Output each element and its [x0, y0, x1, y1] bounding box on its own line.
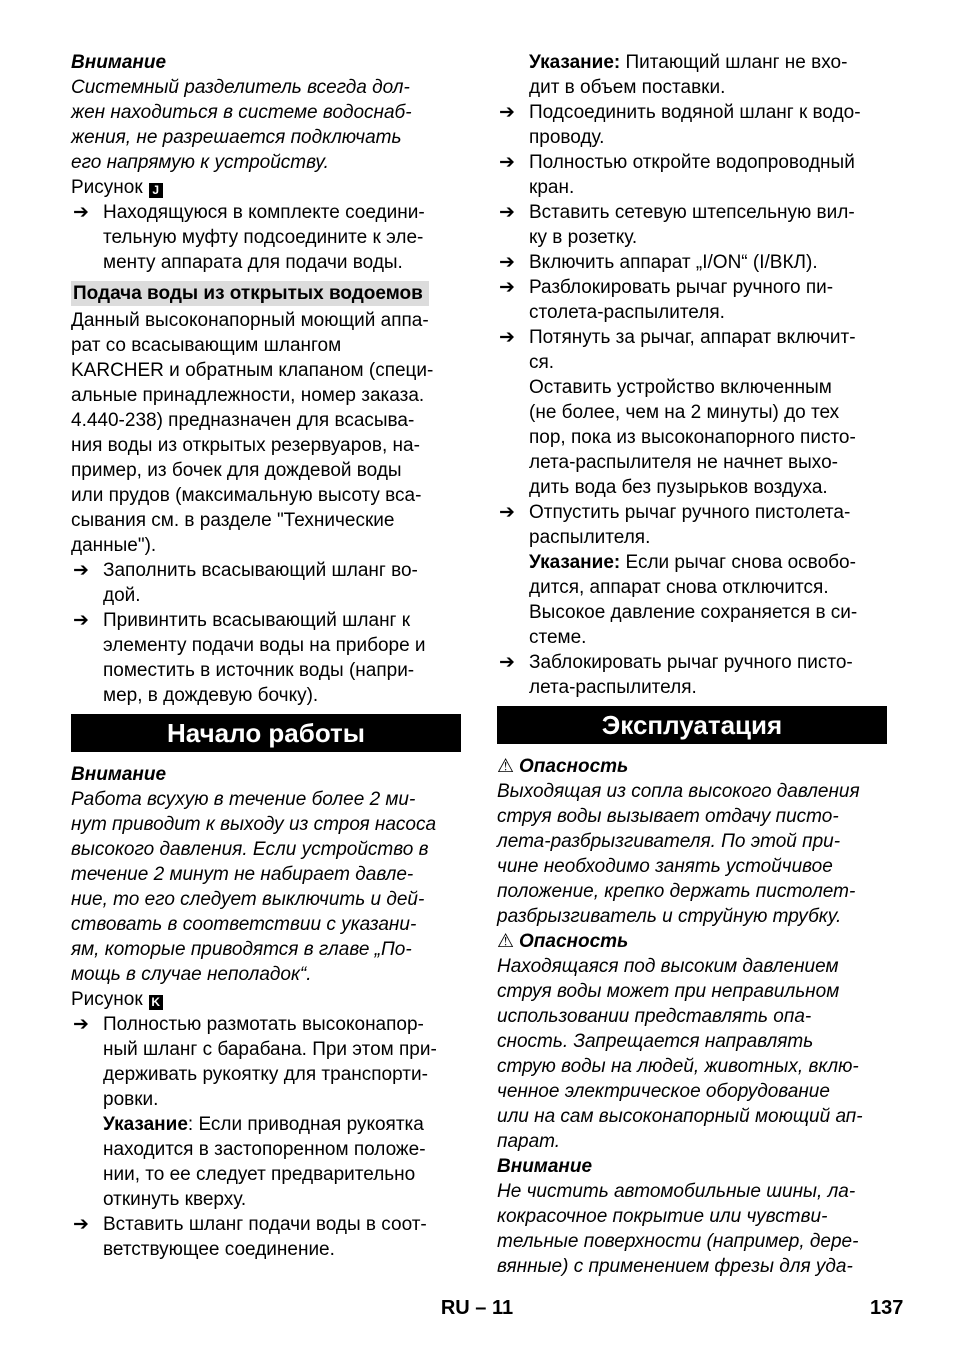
text-line: элементу подачи воды на приборе и [103, 635, 426, 656]
text-line: чине необходимо занять устойчивое [497, 856, 833, 877]
text-line: кран. [529, 177, 575, 198]
text-line: Потянуть за рычаг, аппарат включит- [529, 327, 856, 348]
figure-label: Рисунок [71, 989, 143, 1010]
note-label: Указание [103, 1114, 188, 1135]
note-text: Если рычаг снова освобо- [620, 552, 856, 573]
text-line: ровки. [103, 1089, 159, 1110]
danger-text [497, 779, 887, 929]
text-line: ветствующее соединение. [103, 1239, 335, 1260]
text-line: менту аппарата для подачи воды. [103, 252, 403, 273]
text-line: ствовать в соответствии с указани- [71, 914, 417, 935]
text-line: положение, крепко держать пистолет- [497, 881, 856, 902]
text-line: дить вода без пузырьков воздуха. [529, 477, 828, 498]
text-line: струю воды на людей, животных, вклю- [497, 1056, 859, 1077]
text-line: Привинтить всасывающий шланг к [103, 610, 411, 631]
footer-section-page: RU – 11 [440, 1297, 514, 1319]
text-line: высокого давления. Если устройство в [71, 839, 429, 860]
text-line: данные"). [71, 535, 157, 556]
text-line: разбрызгиватель и струйную трубку. [497, 906, 842, 927]
arrow-icon: ➔ [499, 652, 515, 673]
text-line: дит в объем поставки. [529, 77, 726, 98]
danger-label: Опасность [519, 931, 629, 952]
text-line: Выходящая из сопла высокого давления [497, 781, 860, 802]
figure-letter-box: J [149, 183, 163, 198]
danger-label: Опасность [519, 756, 629, 777]
text-line: его напрямую к устройству. [71, 152, 329, 173]
text-line: струя воды вызывает отдачу писто- [497, 806, 839, 827]
text-line: лета-распылителя не начнет выхо- [529, 452, 838, 473]
text-line: мер, в дождевую бочку). [103, 685, 319, 706]
instruction-item [71, 558, 461, 608]
note-label: Указание: [529, 552, 621, 573]
text-line: ния воды из открытых резервуаров, на- [71, 435, 420, 456]
text-line: нии, то ее следует предварительно [103, 1164, 416, 1185]
text-line: тельную муфту подсоедините к эле- [103, 227, 424, 248]
text-line: пор, пока из высоконапорного писто- [529, 427, 856, 448]
left-column [71, 50, 461, 1262]
caution-heading: Внимание [71, 764, 167, 785]
text-line: лета-разбрызгивателя. По этой при- [497, 831, 841, 852]
text-line: струя воды может при неправильном [497, 981, 840, 1002]
note-label: Указание: [529, 52, 621, 73]
text-line: находится в застопоренном положе- [103, 1139, 426, 1160]
instruction-item [497, 500, 887, 650]
text-line: откинуть кверху. [103, 1189, 247, 1210]
text-line: ку в розетку. [529, 227, 638, 248]
text-line: стеме. [529, 627, 587, 648]
text-line: Не чистить автомобильные шины, ла- [497, 1181, 856, 1202]
instruction-item [497, 650, 887, 700]
paragraph [71, 308, 461, 558]
text-line: ченное электрическое оборудование [497, 1081, 830, 1102]
text-line: лета-распылителя. [529, 677, 697, 698]
text-line: мощь в случае неполадок“. [71, 964, 312, 985]
instruction-item [497, 250, 887, 275]
text-line: или на сам высоконапорный моющий ап- [497, 1106, 863, 1127]
text-line: нут приводит к выходу из строя насоса [71, 814, 437, 835]
arrow-icon: ➔ [73, 202, 89, 223]
text-line: Заполнить всасывающий шланг во- [103, 560, 418, 581]
note-text: Питающий шланг не вхо- [620, 52, 848, 73]
caution-heading: Внимание [497, 1156, 593, 1177]
text-line: Полностью размотать высоконапор- [103, 1014, 424, 1035]
instruction-item [71, 1212, 461, 1262]
arrow-icon: ➔ [499, 152, 515, 173]
text-line: тельные поверхности (например, дере- [497, 1231, 859, 1252]
warning-icon: ⚠ [497, 756, 515, 777]
figure-letter-box: K [149, 995, 163, 1010]
text-line: (не более, чем на 2 минуты) до тех [529, 402, 840, 423]
caution-text [71, 75, 461, 175]
instruction-item [71, 200, 461, 275]
text-line: жения, не разрешается подключать [71, 127, 402, 148]
text-line: Разблокировать рычаг ручного пи- [529, 277, 834, 298]
text-line: Работа всухую в течение более 2 ми- [71, 789, 416, 810]
figure-label: Рисунок [71, 177, 143, 198]
instruction-item [497, 100, 887, 150]
instruction-item [71, 1012, 461, 1212]
text-line: Находящаяся под высоким давлением [497, 956, 839, 977]
text-line: ся. [529, 352, 555, 373]
text-line: KARCHER и обратным клапаном (специ- [71, 360, 434, 381]
instruction-item [497, 325, 887, 500]
subsection-heading: Подача воды из открытых водоемов [71, 281, 429, 306]
text-line: парат. [497, 1131, 561, 1152]
text-line: Вставить сетевую штепсельную вил- [529, 202, 855, 223]
caution-heading: Внимание [71, 52, 167, 73]
instruction-item [497, 200, 887, 250]
text-line: Данный высоконапорный моющий аппа- [71, 310, 429, 331]
arrow-icon: ➔ [73, 1214, 89, 1235]
text-line: Оставить устройство включенным [529, 377, 832, 398]
text-line: Отпустить рычаг ручного пистолета- [529, 502, 851, 523]
text-line: кокрасочное покрытие или чувстви- [497, 1206, 828, 1227]
text-line: или прудов (максимальную высоту вса- [71, 485, 422, 506]
text-line: течение 2 минут не набирает давле- [71, 864, 414, 885]
text-line: ние, то его следует выключить и дей- [71, 889, 425, 910]
caution-text [497, 1179, 887, 1279]
arrow-icon: ➔ [499, 252, 515, 273]
text-line: Полностью откройте водопроводный [529, 152, 855, 173]
note-text: : Если приводная рукоятка [187, 1114, 424, 1135]
text-line: использовании представлять опа- [497, 1006, 812, 1027]
text-line: Подсоединить водяной шланг к водо- [529, 102, 861, 123]
text-line: проводу. [529, 127, 605, 148]
arrow-icon: ➔ [499, 202, 515, 223]
text-line: вянные) с применением фрезы для уда- [497, 1256, 853, 1277]
text-line: 4.440-238) предназначен для всасыва- [71, 410, 415, 431]
text-line: Находящуюся в комплекте соедини- [103, 202, 425, 223]
danger-heading [497, 754, 887, 779]
text-line: Включить аппарат „I/ON“ (I/ВКЛ). [529, 252, 818, 273]
text-line: рат со всасывающим шлангом [71, 335, 342, 356]
text-line: Системный разделитель всегда дол- [71, 77, 410, 98]
text-line: дится, аппарат снова отключится. [529, 577, 829, 598]
danger-text [497, 954, 887, 1154]
text-line: распылителя. [529, 527, 651, 548]
danger-heading [497, 929, 887, 954]
section-title-start: Начало работы [71, 714, 461, 752]
figure-reference-j [71, 175, 461, 200]
note-line [529, 550, 887, 575]
instruction-item [497, 150, 887, 200]
text-line: держивать рукоятку для транспорти- [103, 1064, 428, 1085]
instruction-item [71, 608, 461, 708]
text-line: ный шланг с барабана. При этом при- [103, 1039, 437, 1060]
text-line: сность. Запрещается направлять [497, 1031, 814, 1052]
text-line: пример, из бочек для дождевой воды [71, 460, 402, 481]
arrow-icon: ➔ [499, 502, 515, 523]
arrow-icon: ➔ [499, 327, 515, 348]
arrow-icon: ➔ [499, 102, 515, 123]
text-line: жен находиться в системе водоснаб- [71, 102, 412, 123]
instruction-item [497, 275, 887, 325]
text-line: Вставить шланг подачи воды в соот- [103, 1214, 427, 1235]
text-line: Высокое давление сохраняется в си- [529, 602, 858, 623]
footer-page-number: 137 [870, 1297, 904, 1319]
arrow-icon: ➔ [499, 277, 515, 298]
section-title-operation: Эксплуатация [497, 706, 887, 744]
right-column [497, 50, 887, 1279]
arrow-icon: ➔ [73, 610, 89, 631]
text-line: поместить в источник воды (напри- [103, 660, 415, 681]
warning-icon: ⚠ [497, 931, 515, 952]
figure-reference-k [71, 987, 461, 1012]
text-line: Заблокировать рычаг ручного писто- [529, 652, 853, 673]
note-line [103, 1112, 461, 1137]
arrow-icon: ➔ [73, 1014, 89, 1035]
text-line: сывания см. в разделе "Технические [71, 510, 395, 531]
text-line: ям, которые приводятся в главе „По- [71, 939, 412, 960]
text-line: альные принадлежности, номер заказа. [71, 385, 425, 406]
note-supply-hose [497, 50, 887, 100]
arrow-icon: ➔ [73, 560, 89, 581]
text-line: дой. [103, 585, 141, 606]
text-line: столета-распылителя. [529, 302, 725, 323]
caution-text [71, 787, 461, 987]
